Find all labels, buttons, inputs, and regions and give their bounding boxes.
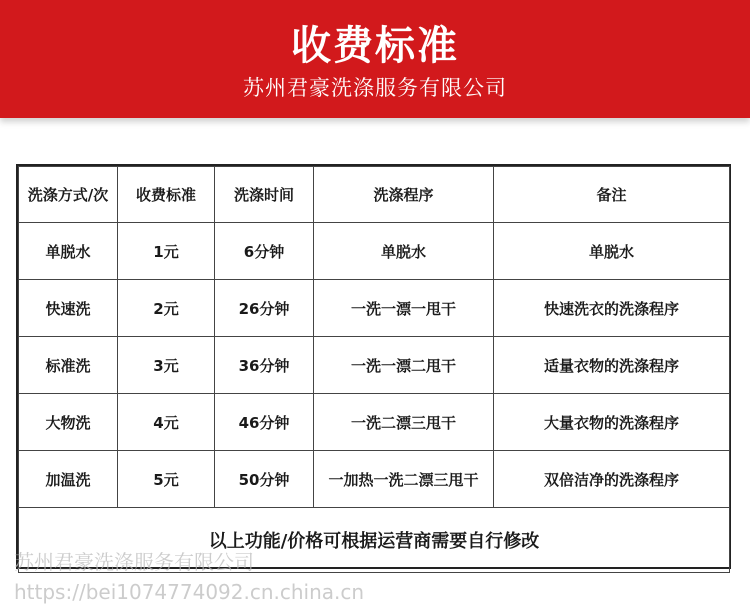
table-cell: 标准洗 [19,337,118,394]
column-header: 洗涤程序 [314,167,494,223]
table-cell: 双倍洁净的洗涤程序 [494,451,730,508]
table-cell: 4元 [118,394,215,451]
table-cell: 6分钟 [215,223,314,280]
table-cell: 快速洗 [19,280,118,337]
table-cell: 一洗一漂二甩干 [314,337,494,394]
table-cell: 单脱水 [314,223,494,280]
table-footer-row [19,508,730,573]
table-cell: 46分钟 [215,394,314,451]
table-cell: 50分钟 [215,451,314,508]
table-row [19,451,730,508]
table-cell: 1元 [118,223,215,280]
table-cell: 大量衣物的洗涤程序 [494,394,730,451]
table-cell: 26分钟 [215,280,314,337]
page-title: 收费标准 [291,23,459,69]
table-cell: 快速洗衣的洗涤程序 [494,280,730,337]
table-cell: 3元 [118,337,215,394]
table-cell: 2元 [118,280,215,337]
table-cell: 一加热一洗二漂三甩干 [314,451,494,508]
table-row [19,280,730,337]
table-header-row [19,167,730,223]
company-name: 苏州君豪洗涤服务有限公司 [243,76,507,100]
table-cell: 适量衣物的洗涤程序 [494,337,730,394]
watermark-url: https://bei1074774092.cn.china.cn [14,580,365,604]
table-row [19,223,730,280]
column-header: 洗涤时间 [215,167,314,223]
watermark-company: 苏州君豪洗涤服务有限公司 [14,550,254,574]
table-cell: 单脱水 [494,223,730,280]
column-header: 备注 [494,167,730,223]
table-cell: 一洗一漂一甩干 [314,280,494,337]
table-row [19,337,730,394]
table-cell: 单脱水 [19,223,118,280]
table-cell: 一洗二漂三甩干 [314,394,494,451]
table-cell: 加温洗 [19,451,118,508]
table-cell: 5元 [118,451,215,508]
table-row [19,394,730,451]
footer-note: 以上功能/价格可根据运营商需要自行修改 [19,508,730,573]
column-header: 洗涤方式/次 [19,167,118,223]
table-cell: 36分钟 [215,337,314,394]
pricing-table [16,164,731,569]
header-banner [0,0,750,118]
column-header: 收费标准 [118,167,215,223]
table-cell: 大物洗 [19,394,118,451]
